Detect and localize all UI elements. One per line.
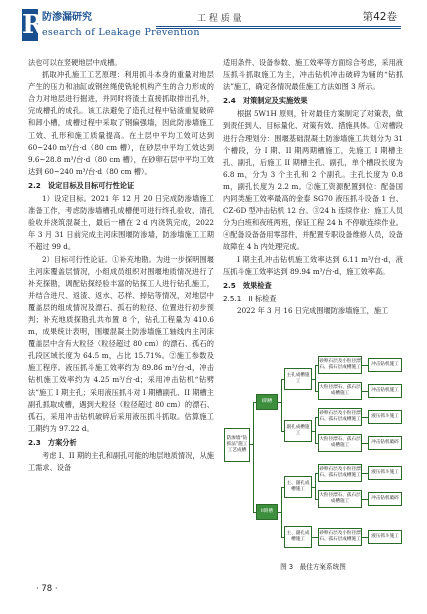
diagram-root-node: 防渗墙“钻抓法”施工工艺成槽	[224, 428, 250, 462]
diagram-stratum-node: 砂卵石层及小粒径漂石、孤石层成槽施工	[318, 356, 362, 374]
paragraph: 法也可以在竖硬地层中成槽。	[28, 58, 122, 67]
diagram-hole-node: 副孔成槽施工	[284, 420, 312, 442]
diagram-connector	[362, 537, 368, 538]
figure-caption: 图 3 最佳方案系统图	[280, 563, 346, 571]
system-diagram	[224, 354, 402, 558]
diagram-connector	[315, 365, 316, 391]
diagram-stratum-node: 大粒径漂石、孤石层成槽施工	[318, 490, 362, 508]
journal-name-cn: 防渗漏研究	[42, 12, 92, 23]
page-header	[0, 0, 427, 46]
diagram-connector	[315, 499, 318, 500]
subsection-heading: 2.5.1 II 标检查	[223, 293, 277, 303]
diagram-stratum-node: 大粒径漂石、孤石层成槽施工	[318, 382, 362, 400]
paragraph: 考虑 I、II 期的主孔和副孔可能的地层地质情况，从施工需求、设备	[28, 451, 214, 473]
diagram-connector	[315, 365, 318, 366]
section-heading: 2.5 效果检查	[223, 280, 272, 290]
diagram-phase-node: I期槽	[256, 394, 278, 410]
diagram-stratum-node: 砂卵石层及小粒径漂石、孤石层成槽施工	[318, 464, 362, 482]
left-column	[28, 57, 214, 474]
page-number: · 78 ·	[36, 584, 58, 594]
diagram-connector	[281, 487, 282, 537]
header-rule-thin	[156, 28, 401, 29]
right-column	[223, 57, 403, 317]
diagram-stratum-node: 砂卵石层及小粒径漂石、孤石层成槽施工	[318, 528, 362, 546]
paragraph: I 期主孔冲击钻机施工效率达到 6.11 m³/台·d，液压抓斗施工效率达到 89.94 m³/台·d，施工效率高。	[223, 254, 403, 276]
diagram-connector	[362, 499, 368, 500]
diagram-connector	[281, 487, 284, 488]
diagram-connector	[362, 391, 368, 392]
diagram-connector	[281, 431, 284, 432]
diagram-connector	[253, 402, 254, 512]
diagram-connector	[315, 443, 318, 444]
diagram-hole-node: 主孔成槽施工	[284, 368, 312, 390]
diagram-method-node: 液压抓斗施工	[368, 530, 402, 544]
diagram-connector	[281, 537, 284, 538]
section-title: 工 程 质 量	[197, 14, 242, 24]
diagram-connector	[253, 402, 256, 403]
diagram-connector	[253, 512, 256, 513]
volume-number: 第42卷	[362, 11, 397, 23]
diagram-method-node: 液压抓斗施工	[368, 410, 402, 424]
diagram-method-node: 冲击钻机施工	[368, 358, 402, 372]
diagram-connector	[362, 473, 368, 474]
journal-name-en: esearch of Leakage Prevention	[42, 27, 200, 38]
diagram-stratum-node: 大粒径漂石、孤石层成槽施工	[318, 434, 362, 452]
paragraph: 抓取冲孔施工工艺原理：利用抓斗本身的重量对地层产生的压力和油缸或钢丝绳使铣轮机构产生的合力形成的合力对地层进行掘进，并同时将渣土直接抓取排出孔外，完成槽孔的成孔。该工法避免了造孔过程中钻渣重复破碎和卸小槽，成槽过程中采取了钢偏强墙，因此防渗墙施工工效、孔形和施工质量提高。在土层中平均工效可达到 60~240 m³/台·d（80 cm 槽），在砂层中平均工效达到 9.6~28.8 m³/台·d（80 cm 槽），在砂卵石层中平均工效达到 60~240 m³/台·d（80 cm 槽）。	[28, 70, 214, 176]
diagram-method-node: 冲击钻机破碎	[368, 436, 402, 450]
diagram-connector	[315, 473, 316, 499]
diagram-connector	[281, 379, 282, 431]
section-heading: 2.3 方案分析	[28, 437, 77, 447]
paragraph: 2022 年 3 月 16 日完成围堰防渗墙施工，施工	[237, 305, 389, 315]
diagram-stratum-node: 砂卵石层及小粒径漂石、孤石层成槽施工	[318, 408, 362, 426]
paragraph: 2）目标可行性论证。①补充地勘。为进一步探明围堰主河床覆盖层情况，小组成员组织对围堰地质情况进行了补充探勘，调配钻探经验丰富的钻探工人进行钻孔施工，并结合进尺、返渣、返水、芯样、掉钻等情况，对地层中覆盖层的组成情况及漂石、孤石的粒径、位置进行初步预判；补充地质探勘孔共布置 8 个，钻孔工程量为 410.6 m，成果统计表明，围堰混凝土防渗墙施工轴线内主河床覆盖层中含有大粒径（粒径超过 80 cm）的漂石、孤石的孔段区域长度为 64.5 m，占比 15.71%。②施工参数及施工程序。液压抓斗施工效率约为 89.86 m³/台·d，冲击钻机施工效率约为 4.25 m³/台·d；采用冲击钻机“钻劈法”施工 I 期主孔；采用液压抓斗对 I 期槽副孔、II 期槽主副孔抓取成槽，遇到大粒径（粒径超过 80 cm）的漂石、孤石，采用冲击钻机破碎后采用液压抓斗抓取。估算施工工期约为 97.22 d。	[28, 254, 214, 433]
diagram-hole-node: 主、副孔成槽施工	[284, 526, 312, 548]
section-heading: 2.2 设定目标及目标可行性论证	[28, 180, 135, 190]
diagram-connector	[362, 443, 368, 444]
diagram-method-node: 液压抓斗施工	[368, 466, 402, 480]
diagram-connector	[315, 391, 318, 392]
paragraph: 适用条件、设备参数、施工效率等方面综合考虑，采用液压抓斗抓取施工为主，冲击钻机冲击破碎为辅的“钻抓法”施工，确定各情况最佳施工方法如图 3 所示。	[223, 58, 403, 92]
diagram-connector	[281, 379, 284, 380]
section-heading: 2.4 对策制定及实施效果	[223, 96, 308, 106]
diagram-method-node: 冲击钻机施工	[368, 384, 402, 398]
journal-logo: R	[22, 10, 44, 40]
diagram-connector	[362, 365, 368, 366]
diagram-connector	[312, 537, 318, 538]
diagram-hole-node: 主、副孔成槽施工	[284, 476, 312, 498]
diagram-method-node: 冲击钻机破碎	[368, 492, 402, 506]
paragraph: 1）设定目标。2021 年 12 月 20 日完成防渗墙施工准备工作，考虑防渗墙槽孔成槽便可进行终孔验收、清孔验收并浇筑混凝土，最后一槽在 2 d 内浇筑完成，2022 年 3 月 31 日前完成主河床围堰防渗墙，防渗墙施工工期不超过 99 d。	[28, 194, 214, 252]
diagram-connector	[315, 417, 318, 418]
header-rule	[156, 26, 401, 27]
diagram-phase-node: II期槽	[256, 504, 278, 520]
diagram-connector	[315, 473, 318, 474]
paragraph: 根据 5W1H 原则，针对最佳方案制定了对策表，做到责任到人、目标量化、对策有效、措施具体。①对槽段进行合理划分：围堰基础混凝土防渗墙施工共划分为 31 个槽段，分 I 期、II 期两期槽施工，先施工 I 期槽主孔、副孔，后施工 II 期槽主孔、副孔，单个槽段长度为 6.8 m，分为 3 个主孔和 2 个副孔。主孔长度为 0.8 m，副孔长度为 2.2 m。②施工资源配置到位：配备国内同类施工效率最高的金泰 SG70 液压抓斗设备 1 台、CZ-6D 型冲击钻机 12 台。③24 h 连续作业：施工人员分为白班和夜班两班，保证工程 24 h 不停歇连续作业。④配备设备备用零部件，并配置专职设备维修人员，设备故障在 4 h 内处理完成。	[223, 109, 403, 252]
diagram-connector	[315, 417, 316, 443]
diagram-connector	[362, 417, 368, 418]
